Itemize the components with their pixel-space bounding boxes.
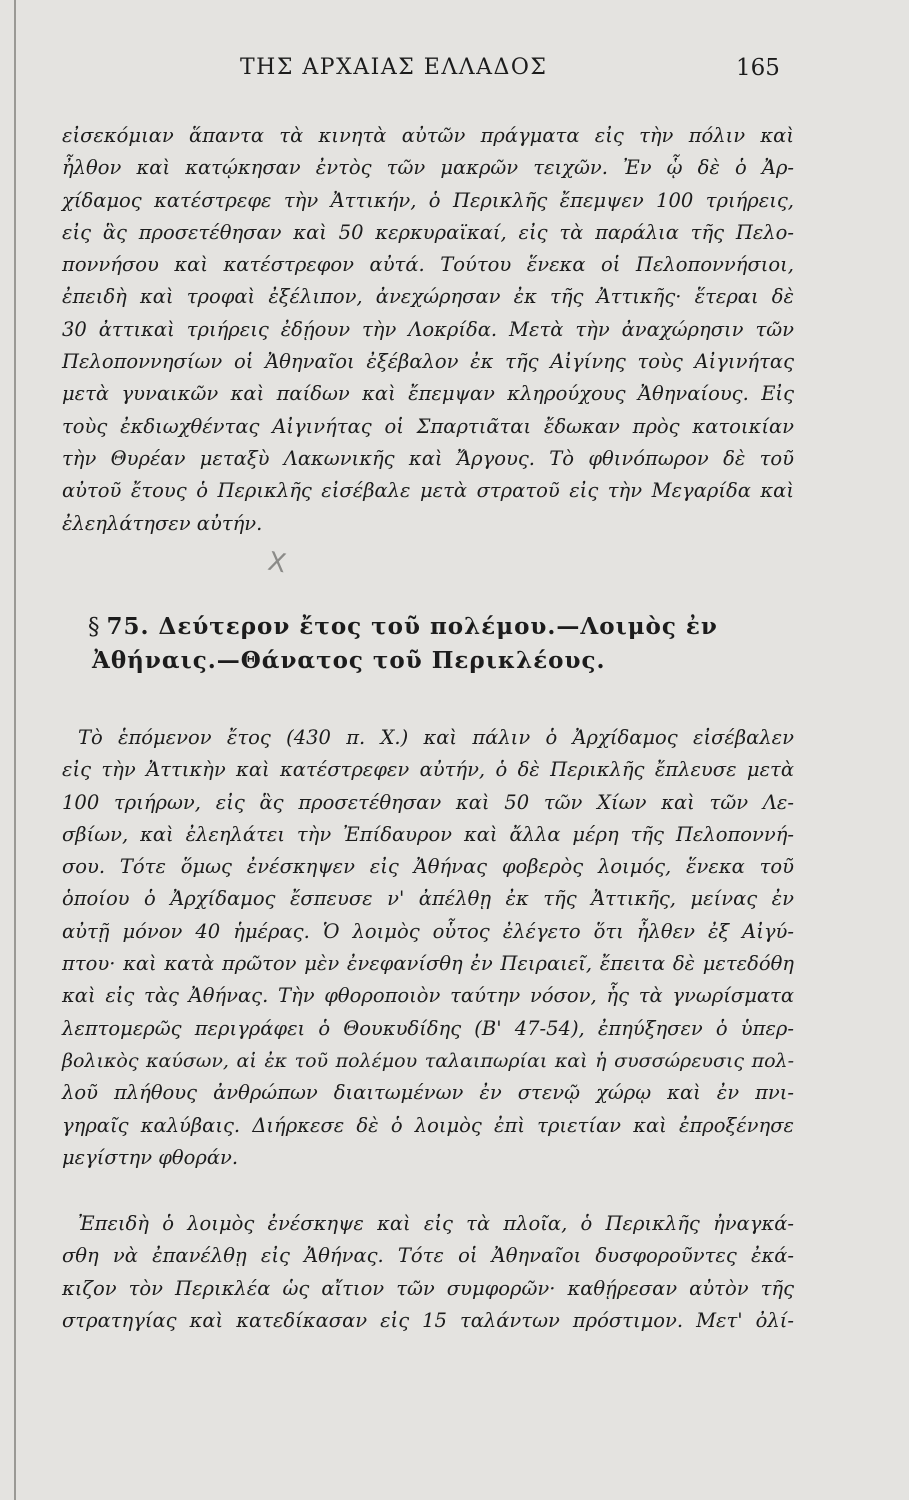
running-title: ΤΗΣ ΑΡΧΑΙΑΣ ΕΛΛΑΔΟΣ — [240, 55, 548, 80]
section-heading-line-2: Ἀθήναις.—Θάνατος τοῦ Περικλέους. — [92, 647, 606, 674]
page-number: 165 — [736, 55, 780, 81]
text-line: χίδαμος κατέστρεφε τὴν Ἀττικήν, ὁ Περικλῆς ἔπεμψεν 100 τριήρεις, — [62, 188, 794, 212]
paragraph-3 — [62, 1208, 794, 1337]
text-line: ποννήσου καὶ κατέστρεφον αὐτά. Τούτου ἕνεκα οἱ Πελοποννήσιοι, — [62, 253, 794, 277]
text-line: Πελοποννησίων οἱ Ἀθηναῖοι ἐξέβαλον ἐκ τῆς Αἰγίνης τοὺς Αἰγινήτας — [62, 350, 794, 374]
text-line: σβίων, καὶ ἐλεηλάτει τὴν Ἐπίδαυρον καὶ ἄλλα μέρη τῆς Πελοποννή- — [62, 822, 794, 846]
text-line: λοῦ πλήθους ἀνθρώπων διαιτωμένων ἐν στενῷ χώρῳ καὶ ἐν πνι- — [62, 1081, 794, 1105]
section-symbol: § — [88, 614, 101, 640]
text-line: εἰς τὴν Ἀττικὴν καὶ κατέστρεφεν αὐτήν, ὁ δὲ Περικλῆς ἔπλευσε μετὰ — [62, 758, 794, 782]
text-line: μεγίστην φθοράν. — [62, 1145, 239, 1169]
text-line: Τὸ ἑπόμενον ἔτος (430 π. Χ.) καὶ πάλιν ὁ Ἀρχίδαμος εἰσέβαλεν — [78, 726, 794, 749]
text-line: ἦλθον καὶ κατῴκησαν ἐντὸς τῶν μακρῶν τειχῶν. Ἐν ᾧ δὲ ὁ Ἀρ- — [62, 156, 794, 180]
text-line: ἐπειδὴ καὶ τροφαὶ ἐξέλιπον, ἀνεχώρησαν ἐκ τῆς Ἀττικῆς· ἕτεραι δὲ — [62, 285, 794, 309]
text-line: γηραῖς καλύβαις. Διήρκεσε δὲ ὁ λοιμὸς ἐπὶ τριετίαν καὶ ἐπροξένησε — [62, 1113, 794, 1137]
section-heading — [88, 610, 768, 678]
paragraph-2 — [62, 722, 794, 1174]
page-header — [240, 55, 789, 95]
text-line: ἐλεηλάτησεν αὐτήν. — [62, 511, 263, 535]
text-line: βολικὸς καύσων, αἱ ἐκ τοῦ πολέμου ταλαιπωρίαι καὶ ἡ συσσώρευσις πολ- — [62, 1049, 794, 1072]
text-line: λεπτομερῶς περιγράφει ὁ Θουκυδίδης (Β' 47-54), ἐπηύξησεν ὁ ὑπερ- — [62, 1016, 794, 1040]
text-line: τὴν Θυρέαν μεταξὺ Λακωνικῆς καὶ Ἄργους. Τὸ φθινόπωρον δὲ τοῦ — [62, 446, 794, 470]
text-line: εἰς ἃς προσετέθησαν καὶ 50 κερκυραϊκαί, εἰς τὰ παράλια τῆς Πελο- — [62, 220, 794, 244]
text-line: σθη νὰ ἐπανέλθῃ εἰς Ἀθήνας. Τότε οἱ Ἀθηναῖοι δυσφοροῦντες ἐκά- — [62, 1244, 794, 1268]
text-line: 30 ἀττικαὶ τριήρεις ἐδῄουν τὴν Λοκρίδα. Μετὰ τὴν ἀναχώρησιν τῶν — [62, 317, 794, 341]
text-line: αὐτοῦ ἔτους ὁ Περικλῆς εἰσέβαλε μετὰ στρατοῦ εἰς τὴν Μεγαρίδα καὶ — [62, 479, 794, 503]
text-line: σου. Τότε ὅμως ἐνέσκηψεν εἰς Ἀθήνας φοβερὸς λοιμός, ἕνεκα τοῦ — [62, 855, 794, 879]
text-line: Ἐπειδὴ ὁ λοιμὸς ἐνέσκηψε καὶ εἰς τὰ πλοῖα, ὁ Περικλῆς ἠναγκά- — [78, 1212, 794, 1235]
page-gutter-edge — [14, 0, 16, 1500]
text-line: αὐτῇ μόνον 40 ἡμέρας. Ὁ λοιμὸς οὗτος ἐλέγετο ὅτι ἦλθεν ἐξ Αἰγύ- — [62, 919, 794, 943]
text-line: στρατηγίας καὶ κατεδίκασαν εἰς 15 ταλάντων πρόστιμον. Μετ' ὀλί- — [62, 1308, 794, 1332]
section-heading-text-1: 75. Δεύτερον ἔτος τοῦ πολέμου.—Λοιμὸς ἐν — [106, 613, 718, 640]
text-line: εἰσεκόμιαν ἅπαντα τὰ κινητὰ αὐτῶν πράγματα εἰς τὴν πόλιν καὶ — [62, 124, 794, 147]
text-line: πτου· καὶ κατὰ πρῶτον μὲν ἐνεφανίσθη ἐν Πειραιεῖ, ἔπειτα δὲ μετεδόθη — [62, 952, 794, 976]
paragraph-1 — [62, 120, 794, 540]
pencil-mark: X — [265, 546, 289, 580]
text-line: τοὺς ἐκδιωχθέντας Αἰγινήτας οἱ Σπαρτιᾶται ἔδωκαν πρὸς κατοικίαν — [62, 414, 794, 438]
text-line: καὶ εἰς τὰς Ἀθήνας. Τὴν φθοροποιὸν ταύτην νόσον, ἧς τὰ γνωρίσματα — [62, 984, 794, 1008]
text-line: ὁποίου ὁ Ἀρχίδαμος ἔσπευσε ν' ἀπέλθῃ ἐκ τῆς Ἀττικῆς, μείνας ἐν — [62, 887, 794, 911]
text-line: 100 τριήρων, εἰς ἃς προσετέθησαν καὶ 50 τῶν Χίων καὶ τῶν Λε- — [62, 790, 794, 814]
section-heading-line-1 — [88, 610, 768, 644]
text-line: κιζον τὸν Περικλέα ὡς αἴτιον τῶν συμφορῶν· καθῄρεσαν αὐτὸν τῆς — [62, 1276, 794, 1300]
text-line: μετὰ γυναικῶν καὶ παίδων καὶ ἔπεμψαν κληρούχους Ἀθηναίους. Εἰς — [62, 382, 794, 406]
